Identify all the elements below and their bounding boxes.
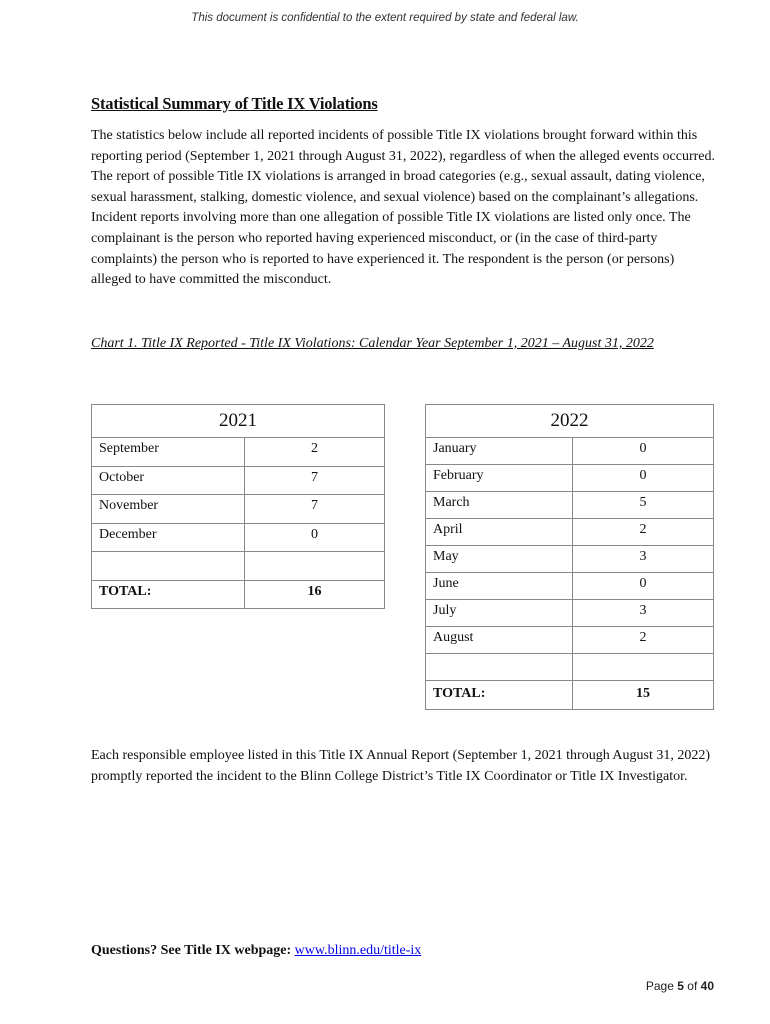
month-cell: March bbox=[426, 492, 573, 519]
table-2021 bbox=[91, 404, 385, 609]
total-label: TOTAL: bbox=[92, 580, 245, 609]
closing-paragraph: Each responsible employee listed in this Title IX Annual Report (September 1, 2021 through August 31, 2022) promptly reported the incident to the Blinn College District’s Title IX Coordinator or Title IX Investigator. bbox=[91, 748, 711, 784]
table-row bbox=[92, 438, 385, 467]
total-row bbox=[426, 681, 714, 710]
intro-paragraph: The statistics below include all reported incidents of possible Title IX violations brought forward within this reporting period (September 1, 2021 through August 31, 2022), regardless of when the alleged events occurred. The report of possible Title IX violations is arranged in broad categories (e.g., sexual assault, dating violence, sexual harassment, stalking, domestic violence, and sexual violence) based on the complainant’s allegations. Incident reports involving more than one allegation of possible Title IX violations are listed only once. The complainant is the person who reported having experienced misconduct, or (in the case of third-party complaints) the person who is reported to have experienced it. The respondent is the person (or persons) alleged to have committed the misconduct. bbox=[91, 128, 715, 288]
table-2022-year: 2022 bbox=[426, 405, 714, 438]
empty-row bbox=[426, 654, 714, 681]
table-row bbox=[426, 600, 714, 627]
empty-row bbox=[92, 552, 385, 581]
table-row bbox=[426, 465, 714, 492]
page-word: Page bbox=[645, 979, 674, 993]
section-title: Statistical Summary of Title IX Violations bbox=[91, 94, 378, 113]
count-cell: 0 bbox=[573, 573, 714, 600]
table-row bbox=[92, 495, 385, 524]
table-row bbox=[426, 573, 714, 600]
chart-caption: Chart 1. Title IX Reported - Title IX Violations: Calendar Year September 1, 2021 – August 31, 2022 bbox=[91, 336, 654, 351]
page-number bbox=[646, 979, 714, 993]
empty-cell bbox=[245, 552, 385, 581]
table-row bbox=[92, 523, 385, 552]
table-row bbox=[426, 546, 714, 573]
month-cell: April bbox=[426, 519, 573, 546]
table-row bbox=[426, 627, 714, 654]
empty-cell bbox=[426, 654, 573, 681]
count-cell: 0 bbox=[245, 523, 385, 552]
empty-cell bbox=[573, 654, 714, 681]
table-2022 bbox=[425, 404, 714, 710]
count-cell: 0 bbox=[573, 465, 714, 492]
month-cell: December bbox=[92, 523, 245, 552]
month-cell: November bbox=[92, 495, 245, 524]
table-2021-year: 2021 bbox=[92, 405, 385, 438]
table-row bbox=[92, 466, 385, 495]
total-value: 16 bbox=[245, 580, 385, 609]
questions-line bbox=[91, 943, 421, 959]
month-cell: June bbox=[426, 573, 573, 600]
questions-label: Questions? See Title IX webpage: bbox=[91, 943, 292, 958]
count-cell: 7 bbox=[245, 466, 385, 495]
empty-cell bbox=[92, 552, 245, 581]
page-of: of bbox=[687, 979, 698, 993]
page-current: 5 bbox=[677, 979, 684, 993]
table-row bbox=[426, 438, 714, 465]
month-cell: January bbox=[426, 438, 573, 465]
month-cell: October bbox=[92, 466, 245, 495]
month-cell: September bbox=[92, 438, 245, 467]
confidential-notice: This document is confidential to the extent required by state and federal law. bbox=[191, 12, 579, 24]
count-cell: 5 bbox=[573, 492, 714, 519]
month-cell: August bbox=[426, 627, 573, 654]
count-cell: 0 bbox=[573, 438, 714, 465]
count-cell: 2 bbox=[245, 438, 385, 467]
count-cell: 3 bbox=[573, 546, 714, 573]
count-cell: 3 bbox=[573, 600, 714, 627]
table-row bbox=[426, 492, 714, 519]
page-total: 40 bbox=[700, 979, 714, 993]
month-cell: July bbox=[426, 600, 573, 627]
title-ix-link[interactable]: www.blinn.edu/title-ix bbox=[294, 943, 422, 958]
count-cell: 2 bbox=[573, 627, 714, 654]
total-label: TOTAL: bbox=[426, 681, 573, 710]
month-cell: May bbox=[426, 546, 573, 573]
count-cell: 7 bbox=[245, 495, 385, 524]
month-cell: February bbox=[426, 465, 573, 492]
table-row bbox=[426, 519, 714, 546]
count-cell: 2 bbox=[573, 519, 714, 546]
total-row bbox=[92, 580, 385, 609]
total-value: 15 bbox=[573, 681, 714, 710]
